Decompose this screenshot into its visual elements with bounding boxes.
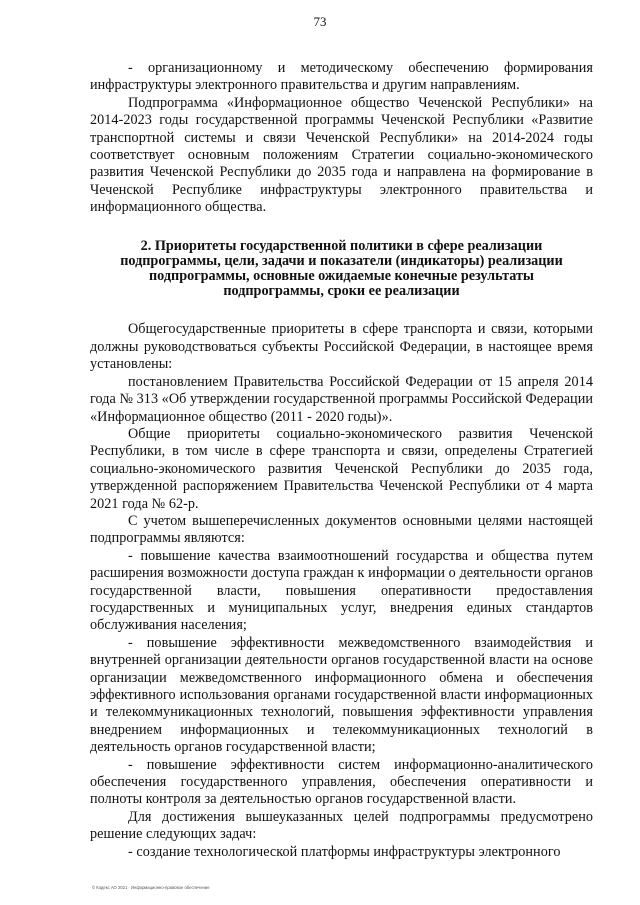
paragraph: - организационному и методическому обеспечению формирования инфраструктуры электронного правительства и другим направлениям. bbox=[90, 60, 593, 94]
goal-list-item: - повышение эффективности межведомственного взаимодействия и внутренней организации деятельности органов государственной власти на основе организации межведомственного информационного обмена и обеспечения эффективного использования органами государственной власти информационных и телекоммуникационных технологий, повышения эффективности управления внедрением информационных и телекоммуникационных технологий в деятельность органов государственной власти; bbox=[90, 634, 593, 756]
paragraph: Общие приоритеты социально-экономического развития Чеченской Республики, в том числе в сфере транспорта и связи, определены Стратегией социально-экономического развития Чеченской Республики до 2035 года, утвержденной распоряжением Правительства Чеченской Республики от 4 марта 2021 года № 62-р. bbox=[90, 425, 593, 512]
paragraph: Для достижения вышеуказанных целей подпрограммы предусмотрено решение следующих задач: bbox=[90, 808, 593, 843]
task-list-item: - создание технологической платформы инфраструктуры электронного bbox=[128, 843, 561, 860]
goal-list-item: - повышение качества взаимоотношений государства и общества путем расширения возможности доступа граждан к информации о деятельности органов государственной власти, повышения оперативности предоставления государственных и муниципальных услуг, внедрения единых стандартов обслуживания населения; bbox=[90, 547, 593, 634]
page-number: 73 bbox=[313, 14, 327, 29]
paragraph: С учетом вышеперечисленных документов основными целями настоящей подпрограммы являются: bbox=[90, 512, 593, 547]
footer-note: © Кодекс АО 2021 · Информационно-правовое обеспечение bbox=[92, 885, 210, 890]
section-heading: 2. Приоритеты государственной политики в сфере реализации подпрограммы, цели, задачи и показатели (индикаторы) реализации подпрограммы, основные ожидаемые конечные результаты подпрограммы, сроки ее реализации bbox=[120, 237, 563, 300]
document-body bbox=[90, 60, 593, 861]
paragraph: Подпрограмма «Информационное общество Чеченской Республики» на 2014-2023 годы государственной программы Чеченской Республики «Развитие транспортной системы и связи Чеченской Республики» на 2014-2024 годы соответствует основным положениям Стратегии социально-экономического развития Чеченской Республики до 2035 года и направлена на формирование в Чеченской Республике инфраструктуры электронного правительства и информационного общества. bbox=[90, 94, 593, 216]
paragraph: постановлением Правительства Российской Федерации от 15 апреля 2014 года № 313 «Об утверждении государственной программы Российской Федерации «Информационное общество (2011 - 2020 годы)». bbox=[90, 373, 593, 425]
paragraph: Общегосударственные приоритеты в сфере транспорта и связи, которыми должны руководствоваться субъекты Российской Федерации, в настоящее время установлены: bbox=[90, 321, 593, 373]
goal-list-item: - повышение эффективности систем информационно-аналитического обеспечения государственного управления, обеспечения оперативности и полноты контроля за деятельностью органов государственной власти. bbox=[90, 756, 593, 808]
